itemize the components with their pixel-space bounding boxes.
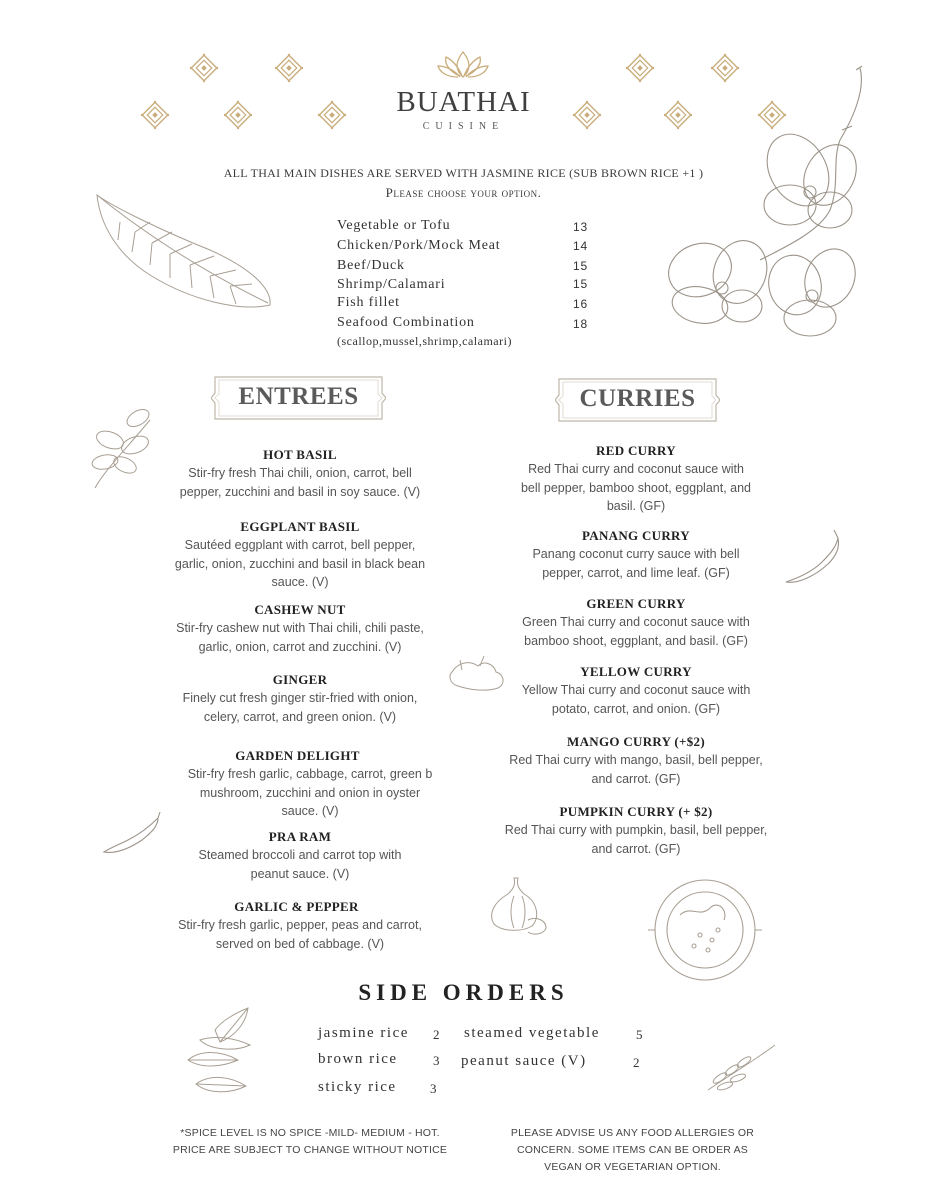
item-desc-line: pepper, carrot, and lime leaf. (GF)	[542, 565, 730, 580]
menu-item-red-curry	[486, 442, 786, 516]
side-item-price: 5	[636, 1027, 643, 1042]
menu-item-eggplant-basil	[150, 518, 450, 592]
item-name: HOT BASIL	[263, 447, 337, 462]
price-value: 15	[573, 277, 588, 291]
item-desc-line: Red Thai curry with mango, basil, bell pepper,	[509, 753, 763, 767]
item-desc-line: Finely cut fresh ginger stir-fried with onion,	[182, 691, 418, 705]
item-desc-line: and carrot. (GF)	[591, 771, 681, 786]
wheat-illustration	[708, 1045, 775, 1092]
side-item-label: peanut sauce (V)	[461, 1053, 587, 1069]
item-name: GARLIC & PEPPER	[234, 899, 359, 914]
item-desc-line: served on bed of cabbage. (V)	[215, 936, 385, 951]
curries-banner	[555, 377, 720, 423]
menu-item-cashew-nut	[150, 601, 450, 656]
lotus-icon	[438, 52, 488, 77]
price-value: 16	[573, 297, 588, 311]
garlic-illustration	[492, 878, 546, 934]
price-label: Vegetable or Tofu	[337, 218, 451, 233]
item-desc-line: pepper, zucchini and basil in soy sauce. (V)	[179, 484, 421, 499]
price-label: Chicken/Pork/Mock Meat	[337, 238, 501, 253]
item-name: PRA RAM	[268, 829, 332, 844]
price-label: Beef/Duck	[337, 258, 405, 273]
item-desc-line: Stir-fry fresh garlic, cabbage, carrot, green b	[187, 767, 433, 781]
item-name: GARDEN DELIGHT	[235, 748, 360, 763]
item-desc-line: Stir-fry fresh Thai chili, onion, carrot, bell	[188, 466, 412, 480]
menu-item-pra-ram	[150, 828, 450, 883]
menu-item-garden-delight	[160, 747, 460, 821]
spice-level-note	[150, 1125, 470, 1159]
item-name: RED CURRY	[596, 443, 676, 458]
price-value: 18	[573, 317, 588, 331]
item-name: GINGER	[272, 672, 328, 687]
side-item-label: steamed vegetable	[464, 1025, 600, 1041]
allergy-note	[490, 1125, 775, 1176]
item-desc-line: Sautéed eggplant with carrot, bell pepper,	[184, 538, 416, 552]
item-desc-line: sauce. (V)	[271, 575, 329, 589]
item-desc-line: bamboo shoot, eggplant, and basil. (GF)	[524, 633, 748, 648]
item-name: MANGO CURRY (+$2)	[567, 734, 705, 749]
choose-option-note: Please choose your option.	[385, 185, 542, 200]
menu-item-mango-curry	[486, 733, 786, 788]
side-item-label: brown rice	[318, 1051, 398, 1067]
price-value: 15	[573, 259, 588, 273]
menu-item-pumpkin-curry	[486, 803, 786, 858]
side-item-label: jasmine rice	[318, 1025, 409, 1041]
side-item-price: 3	[430, 1081, 437, 1096]
entrees-banner	[211, 375, 386, 421]
item-desc-line: and carrot. (GF)	[591, 841, 681, 856]
item-desc-line: potato, carrot, and onion. (GF)	[551, 701, 721, 716]
item-desc-line: Red Thai curry with pumpkin, basil, bell pepper,	[504, 823, 768, 837]
item-desc-line: Red Thai curry and coconut sauce with	[528, 462, 744, 476]
item-name: CASHEW NUT	[254, 602, 346, 617]
leaves-illustration	[188, 1008, 250, 1092]
item-desc-line: bell pepper, bamboo shoot, eggplant, and	[520, 480, 752, 495]
item-desc-line: basil. (GF)	[606, 499, 666, 513]
banana-leaf-illustration	[97, 195, 270, 307]
item-desc-line: Stir-fry cashew nut with Thai chili, chili paste,	[176, 621, 424, 635]
menu-item-garlic-pepper	[150, 898, 450, 953]
item-name: PUMPKIN CURRY (+ $2)	[559, 804, 713, 819]
item-desc-line: Steamed broccoli and carrot top with	[198, 848, 402, 862]
brand-subtitle: CUISINE	[422, 121, 505, 132]
footer-line: PLEASE ADVISE US ANY FOOD ALLERGIES OR	[510, 1127, 755, 1139]
menu-item-hot-basil	[150, 446, 450, 501]
menu-item-green-curry	[486, 595, 786, 650]
item-name: EGGPLANT BASIL	[240, 519, 360, 534]
item-name: GREEN CURRY	[586, 596, 686, 611]
seafood-combo-note: (scallop,mussel,shrimp,calamari)	[337, 334, 512, 348]
footer-line: *SPICE LEVEL IS NO SPICE -MILD- MEDIUM - HOT.	[180, 1127, 440, 1139]
basil-sprig-illustration	[91, 406, 152, 488]
item-desc-line: Stir-fry fresh garlic, pepper, peas and carrot,	[178, 918, 422, 932]
curry-bowl-illustration	[648, 880, 762, 980]
price-value: 14	[573, 239, 588, 253]
item-desc-line: Panang coconut curry sauce with bell	[532, 547, 740, 561]
item-desc-line: celery, carrot, and green onion. (V)	[203, 709, 397, 724]
price-label: Shrimp/Calamari	[337, 277, 446, 292]
item-desc-line: peanut sauce. (V)	[250, 866, 350, 881]
item-desc-line: Green Thai curry and coconut sauce with	[522, 615, 750, 629]
item-desc-line: garlic, onion, zucchini and basil in black bean	[174, 556, 426, 571]
menu-item-panang-curry	[486, 527, 786, 582]
item-desc-line: sauce. (V)	[281, 804, 339, 818]
item-name: PANANG CURRY	[582, 528, 690, 543]
price-value: 13	[573, 220, 588, 234]
side-item-label: sticky rice	[318, 1079, 397, 1095]
side-item-price: 2	[433, 1027, 440, 1042]
side-orders-title: SIDE ORDERS	[358, 980, 569, 1005]
curries-title: CURRIES	[579, 385, 696, 412]
price-label: Seafood Combination	[337, 315, 475, 330]
footer-line: PRICE ARE SUBJECT TO CHANGE WITHOUT NOTICE	[172, 1144, 448, 1156]
item-desc-line: Yellow Thai curry and coconut sauce with	[521, 683, 751, 697]
footer-line: VEGAN OR VEGETARIAN OPTION.	[544, 1161, 721, 1173]
rice-note: ALL THAI MAIN DISHES ARE SERVED WITH JASMINE RICE (SUB BROWN RICE +1 )	[223, 166, 704, 180]
entrees-title: ENTREES	[238, 383, 359, 410]
footer-line: CONCERN. SOME ITEMS CAN BE ORDER AS	[516, 1144, 749, 1156]
price-label: Fish fillet	[337, 295, 400, 310]
item-name: YELLOW CURRY	[580, 664, 692, 679]
menu-item-ginger	[150, 671, 450, 726]
item-desc-line: mushroom, zucchini and onion in oyster	[199, 785, 421, 800]
side-item-price: 2	[633, 1055, 640, 1070]
side-item-price: 3	[433, 1053, 440, 1068]
brand-name: BUATHAI	[396, 86, 531, 118]
menu-item-yellow-curry	[486, 663, 786, 718]
item-desc-line: garlic, onion, carrot and zucchini. (V)	[198, 639, 402, 654]
